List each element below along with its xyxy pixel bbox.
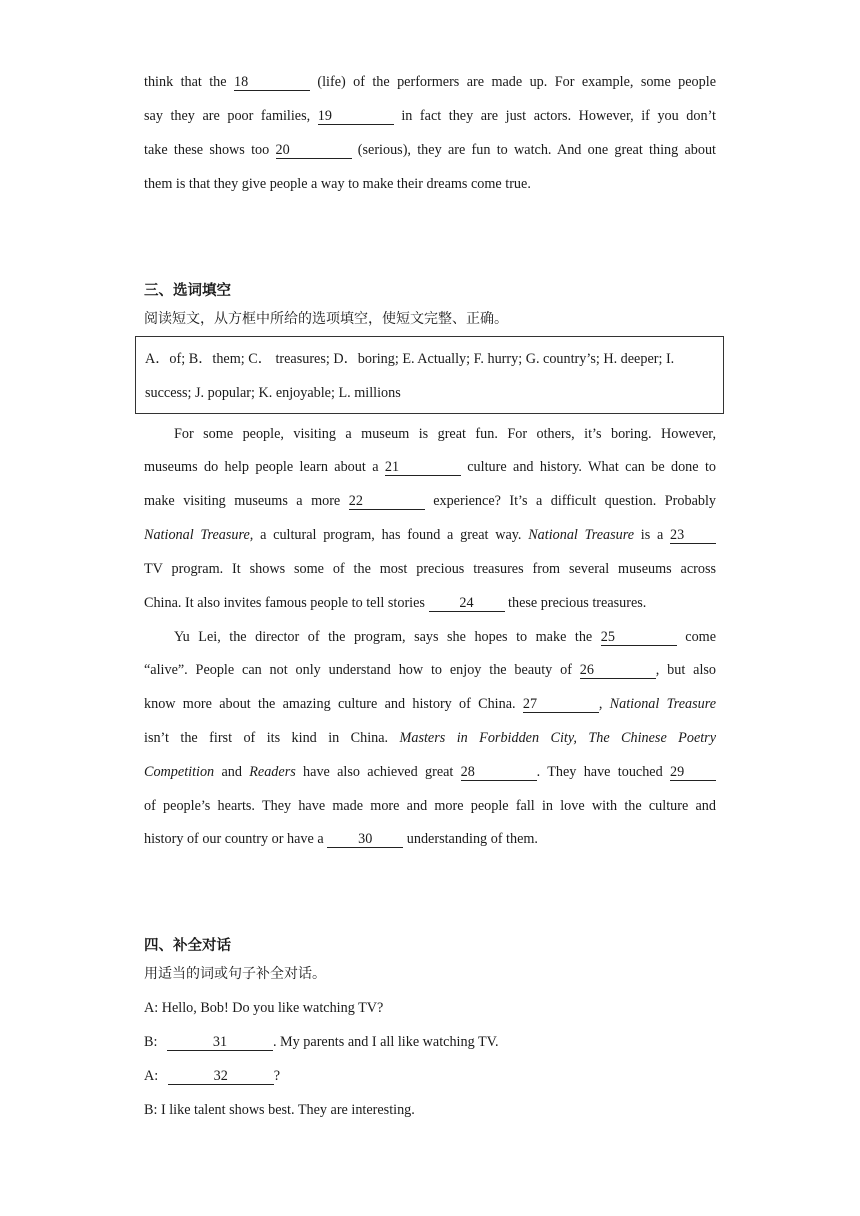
dialogue-line: A: Hello, Bob! Do you like watching TV? — [144, 1000, 384, 1016]
passage-line: National Treasure, a cultural program, has found a great way. National Treasure is a 23 — [144, 525, 716, 545]
dialogue-line: B: I like talent shows best. They are interesting. — [144, 1102, 415, 1118]
blank-30[interactable]: 30 — [327, 831, 403, 848]
passage-line: isn’t the first of its kind in China. Masters in Forbidden City, The Chinese Poetry — [144, 730, 717, 746]
passage-line: say they are poor families, 19 in fact they are just actors. However, if you don’t — [144, 108, 716, 124]
blank-23[interactable]: 23 — [670, 527, 716, 544]
blank-28[interactable]: 28 — [461, 764, 537, 781]
blank-19[interactable]: 19 — [318, 108, 394, 125]
blank-31[interactable]: 31 — [167, 1034, 273, 1051]
blank-22[interactable]: 22 — [349, 493, 425, 510]
passage-line: Competition and Readers have also achieved great 28 . They have touched 29 — [144, 762, 716, 782]
section-4-title: 四、补全对话 — [144, 938, 231, 954]
blank-25[interactable]: 25 — [601, 629, 677, 646]
passage-line: For some people, visiting a museum is great fun. For others, it’s boring. However, — [174, 426, 716, 442]
passage-line: take these shows too 20 (serious), they are fun to watch. And one great thing about — [144, 142, 717, 158]
word-bank-box — [135, 336, 724, 414]
passage-line: know more about the amazing culture and history of China. 27 , National Treasure — [144, 696, 717, 712]
word-bank-line: success; J. popular; K. enjoyable; L. millions — [145, 385, 401, 401]
blank-24[interactable]: 24 — [429, 595, 505, 612]
blank-18[interactable]: 18 — [234, 74, 310, 91]
passage-line: “alive”. People can not only understand how to enjoy the beauty of 26 , but also — [144, 662, 716, 678]
passage-line: China. It also invites famous people to tell stories 24 these precious treasures. — [144, 595, 647, 611]
section-3-instruction: 阅读短文，从方框中所给的选项填空，使短文完整、正确。 — [144, 311, 508, 327]
word-bank-line: A．of; B．them; C． treasures; D．boring; E. Actually; F. hurry; G. country’s; H. deeper; I. — [145, 351, 675, 367]
passage-line: TV program. It shows some of the most precious treasures from several museums across — [144, 561, 716, 577]
passage-line: of people’s hearts. They have made more and more people fall in love with the culture and — [144, 798, 716, 814]
passage-line: museums do help people learn about a 21 culture and history. What can be done to — [144, 459, 716, 475]
blank-27[interactable]: 27 — [523, 696, 599, 713]
blank-20[interactable]: 20 — [276, 142, 352, 159]
dialogue-line: B: 31 . My parents and I all like watching TV. — [144, 1034, 499, 1050]
passage-line: history of our country or have a 30 understanding of them. — [144, 831, 538, 847]
blank-29[interactable]: 29 — [670, 764, 716, 781]
passage-line: Yu Lei, the director of the program, says she hopes to make the 25 come — [174, 629, 716, 645]
dialogue-line: A: 32 ? — [144, 1068, 281, 1084]
passage-line: think that the 18 (life) of the performers are made up. For example, some people — [144, 74, 716, 90]
blank-21[interactable]: 21 — [385, 459, 461, 476]
blank-26[interactable]: 26 — [580, 662, 656, 679]
passage-line: them is that they give people a way to make their dreams come true. — [144, 176, 531, 192]
section-4-instruction: 用适当的词或句子补全对话。 — [144, 966, 326, 982]
section-3-title: 三、选词填空 — [144, 283, 231, 299]
passage-line: make visiting museums a more 22 experience? It’s a difficult question. Probably — [144, 493, 717, 509]
blank-32[interactable]: 32 — [168, 1068, 274, 1085]
